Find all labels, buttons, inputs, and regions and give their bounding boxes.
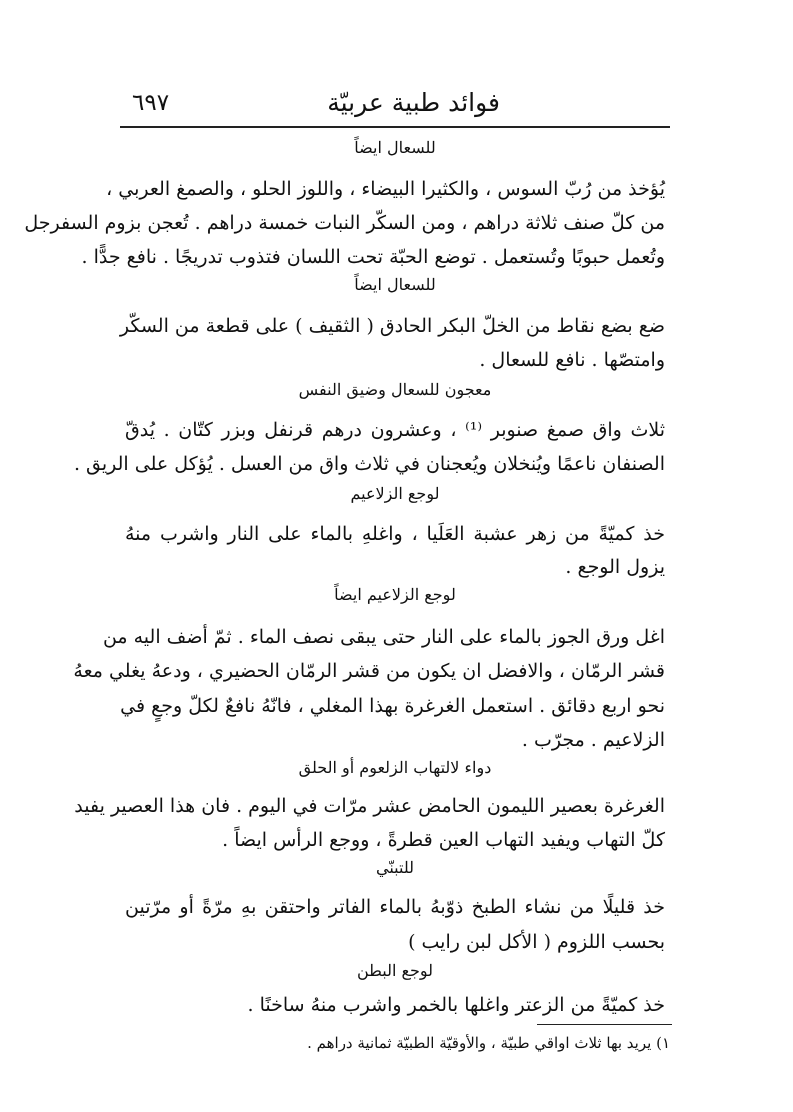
section-heading: معجون للسعال وضيق النفس [298,380,492,399]
text-line: الزلاعيم . مجرّب . [521,729,665,751]
section-heading: للسعال ايضاً [354,138,436,157]
text-line: خذ قليلًا من نشاء الطبخ ذوّبهُ بالماء الفاتر واحتقن بهِ مرّةً أو مرّتين [125,896,665,918]
text-line: الصنفان ناعمًا ويُنخلان ويُعجنان في ثلاث واق من العسل . يُؤكل على الريق . [73,453,665,475]
running-title: فوائد طبية عربيّة [327,88,500,117]
text-line: يزول الوجع . [565,556,665,578]
text-line: وامتصّها . نافع للسعال . [479,349,665,371]
text-line: الغرغرة بعصير الليمون الحامض عشر مرّات في اليوم . فان هذا العصير يفيد [74,795,665,817]
text-line: من كلّ صنف ثلاثة دراهم ، ومن السكّر النبات خمسة دراهم . تُعجن بزوم السفرجل [24,212,665,234]
text-line: يُؤخذ من رُبّ السوس ، والكثيرا البيضاء ، واللوز الحلو ، والصمغ العربي ، [106,178,665,200]
section-heading: لوجع الزلاعيم [350,484,440,503]
text-line: اغل ورق الجوز بالماء على النار حتى يبقى نصف الماء . ثمّ أضف اليه من [102,626,665,648]
text-line: وتُعمل حبوبًا وتُستعمل . توضع الحبّة تحت اللسان فتذوب تدريجًا . نافع جدًّا . [81,246,665,268]
section-heading: للسعال ايضاً [354,275,436,294]
footnote: ١) يريد بها ثلاث اواقي طبيّة ، والأوقيّة الطبيّة ثمانية دراهم . [307,1034,670,1052]
section-heading: للتبنّي [376,858,414,877]
text-line: قشر الرمّان ، والافضل ان يكون من قشر الرمّان الحضيري ، ودعهُ يغلي معهُ [73,660,665,682]
section-heading: لوجع الزلاعيم ايضاً [334,585,456,604]
page-header [120,88,670,128]
text-line: بحسب اللزوم ( الأكل لبن رايب ) [408,931,665,953]
text-line: خذ كميّةً من زهر عشبة العَلَيا ، واغلهِ بالماء على النار واشرب منهُ [125,523,665,545]
footnote-rule [537,1024,672,1025]
text-line: ثلاث واق صمغ صنوبر ⁽¹⁾ ، وعشرون درهم قرنفل وبزر كتّان . يُدقّ [125,419,665,441]
text-line: ضع بضع نقاط من الخلّ البكر الحادق ( الثقيف ) على قطعة من السكّر [119,315,665,337]
header-rule [120,126,670,128]
text-line: خذ كميّةً من الزعتر واغلها بالخمر واشرب منهُ ساخنًا . [247,994,665,1016]
section-heading: دواء لالتهاب الزلعوم أو الحلق [298,758,492,777]
section-heading: لوجع البطن [356,961,434,980]
text-line: نحو اربع دقائق . استعمل الغرغرة بهذا المغلي ، فانّهُ نافعٌ لكلّ وجعٍ في [120,695,665,717]
text-line: كلّ التهاب ويفيد التهاب العين قطرةً ، ووجع الرأس ايضاً . [222,829,665,851]
page-number: ٦٩٧ [132,90,170,116]
